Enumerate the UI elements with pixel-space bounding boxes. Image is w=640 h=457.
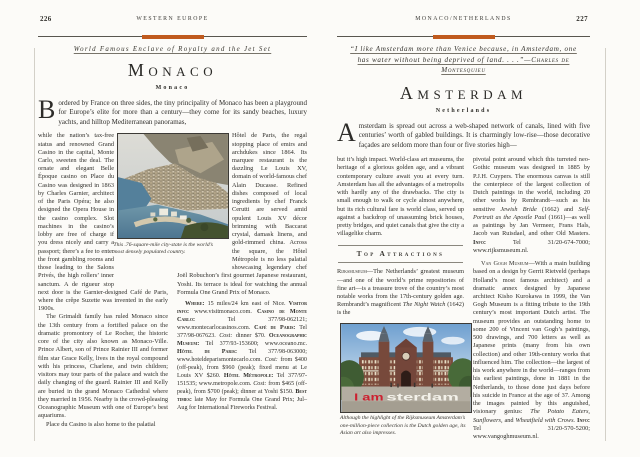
body-paragraph: The Grimaldi family has ruled Monaco since the 13th century from a fortified palace on the dramatic promontory of Le Rocher, the historic core of the city also known as Monaco-Ville. Prince Albert, son of Prince Rainier III and former film star Grace Kelly, lives in the royal compound with his princess, Charlene, and twin children; visitors may tour parts of the palace and watch the daily changing of the guard. Rainier III and Kelly are buried in the grand Monaco Cathedral where they married in 1956. Nearby is the crowd-pleasing Oceanographic Museum with one of Europe’s best aquariums.	[38, 313, 168, 420]
photo-caption: This .76-square-mile city-state is the world’s most densely populated country.	[113, 241, 213, 256]
accent-bar	[433, 35, 495, 39]
rijksmuseum-continued-paragraph: pivotal point around which this turreted neo-Gothic museum was designed in 1885 by P.J.H. Cuypers. The enormous canvas is still the centerpiece of the largest collection of Dutch paintings in the world, including 20 other works by Rembrandt—such as his sensitive Jewish Bride (1662) and Self-Portrait as the Apostle Paul (1661)—as well as paintings by Jan Vermeer, Frans Hals, Jacob van Ruisdael, and other Old Masters. Info: Tel 31/20-674-7000; www.rijksmuseum.nl.	[473, 156, 590, 254]
accent-bar	[142, 35, 204, 39]
country-label: Netherlands	[435, 107, 492, 114]
photo-caption: Although the highlight of the Rijksmuseum Amsterdam’s one-million-piece collection is the Dutch golden age, its Asian art also impresses.	[340, 415, 466, 437]
header-rule	[337, 36, 590, 37]
body-paragraph: but it’s high impact. World-class art museums, the heritage of a glorious golden age, and a vibrant contemporary culture await you at every turn. Amsterdam has all the advantages of a metropolis with hardly any of the drawbacks. The city is small enough to walk or cycle almost anywhere, but its rich cultural fare is world class, served up against a backdrop of unassuming brick houses, pretty bridges, and quiet canals that give the city a villagelike charm.	[337, 156, 464, 238]
column-right	[473, 156, 590, 441]
country-label: Monaco	[155, 85, 190, 91]
van-gogh-paragraph: Van Gogh Museum—With a main building based on a design by Gerrit Rietveld (perhaps Holland’s most famous architect) and a dramatic annex designed by Japanese architect Kisho Kurokawa in 1999, the Van Gogh Museum is a fitting tribute to the 19th century’s most important Dutch artist. The museum provides an outstanding home to some 200 of Vincent van Gogh’s paintings, 500 drawings, and 700 letters as well as Japanese prints (many from his own collection) and other 19th-century works that influenced him. The collection—the largest of his work anywhere in the world—ranges from his earliest paintings, done in 1881 in the Netherlands, to those done just days before his suicide in France at the age of 37. Among the images painted by this anguished, visionary genius: The Potato Eaters, Sunflowers, and Wheatfield with Crows. Info: Tel 31/20-570-5200; www.vangoghmuseum.nl.	[473, 260, 590, 440]
page-edge-right	[605, 48, 606, 441]
page-edge-left	[34, 48, 35, 441]
page-title: AMSTERDAM	[399, 82, 528, 103]
body-paragraph: Place du Casino is also home to the palatial	[46, 420, 156, 428]
top-attractions-heading: Top Attractions	[338, 245, 463, 264]
body-paragraph: while the nation’s tax-free status and renowned Grand Casino in the capital, Monte Carlo, sweeten the deal. The ornate and elegant Belle Époque casino on Place du Casino was designed in 1863 by Charles Garnier, architect of the Paris Opéra; he also designed the Opera House in the casino complex. Slot machines in the casino’s lobby are free of charge if you dress nicely and carry a passport; there’s a fee to enter the front gambling rooms and those leading to the Salons Privés, the high rollers’ inner sanctum. A de rigueur stop next door is the Garnier-designed Café de Paris, where the crêpe Suzette was invented in the early 1900s.	[38, 132, 168, 313]
page-header	[38, 15, 307, 24]
rijksmuseum-paragraph: Rijksmuseum—The Netherlands’ greatest museum—and one of the world’s prime repositories of fine art—is a treasure trove of the country’s most notable works from the 17th-century golden age. Rembrandt’s magnificent The Night Watch (1642) is the	[337, 268, 464, 317]
amsterdam-page	[337, 15, 590, 441]
monaco-page	[38, 15, 307, 429]
rijksmuseum-photo	[340, 323, 472, 438]
monaco-coastline-photo	[113, 133, 229, 256]
page-number: 227	[576, 15, 588, 23]
svg-text:sterdam: sterdam	[386, 391, 459, 403]
tagline: World Famous Enclave of Royalty and the Jet Set	[73, 46, 272, 53]
page-title: MONACO	[127, 60, 218, 80]
body-columns	[337, 156, 590, 441]
column-left	[337, 156, 464, 441]
info-directory: Where: 15 miles/24 km east of Nice. Visitor info: www.visitmonaco.com. Casino de Monte Carlo: Tel 377/98-062121; www.montecarlocasinos.com. Café de Paris: Tel 377/98-067623. Cost: dinner $70. Oceanographic Museum: Tel 377/93-153600; www.oceano.mc. Hôtel de Paris: Tel 377/98-063000; www.hoteldeparismontecarlo.com. Cost: from $400 (off-peak), from $960 (peak); fixed menu at Le Louis XV $260. Hôtel Métropole: Tel 377/97-151535; www.metropole.com. Cost: from $465 (off-peak), from $700 (peak); dinner at Yoshi $150. Best times: late May for Formula One Grand Prix; Jul–Aug for International Fireworks Festival.	[177, 301, 308, 412]
rijksmuseum-illustration	[340, 323, 472, 413]
pull-quote: “I like Amsterdam more than Venice because, in Amsterdam, one has water without being deprived of land. . . .”—Charles de Montesquieu	[350, 45, 577, 75]
page-header	[337, 15, 590, 24]
running-head: MONACO/NETHERLANDS	[415, 16, 512, 22]
header-rule	[38, 36, 307, 37]
body-columns	[38, 132, 307, 428]
intro-paragraph: Amsterdam is spread out across a web-shaped network of canals, lined with five centuries’ worth of gabled buildings. It is charmingly low-rise—those decorative façades are seldom more than four or five stories high—	[337, 117, 590, 149]
running-head: WESTERN EUROPE	[136, 16, 209, 22]
page-number: 226	[40, 15, 52, 23]
intro-paragraph: Bordered by France on three sides, the tiny principality of Monaco has been a playground for Europe’s elite for more than a century—they come for its sandy beaches, luxury yachts, and hilltop Mediterranean panoramas,	[38, 95, 307, 126]
monaco-coastline-illustration	[117, 133, 229, 239]
body-paragraph: Hôtel de Paris, the regal stopping place of emirs and archdukes since 1864. Its marquee restaurant is the dazzling Le Louis XV, domain of world-famous chef Alain Ducasse. Refined dishes composed of local ingredients by chef Franck Cerutti are served amid opulent Louis XV décor brimming with Baccarat crystal, damask linens, and gold-rimmed china. Across the square, the Hôtel Métropole is no less palatial showcasing legendary chef Joël Robuchon’s first gourmet Japanese restaurant, Yoshi. Its terrace is ideal for watching the annual Formula One Grand Prix of Monaco.	[177, 132, 308, 296]
svg-text:I am: I am	[354, 391, 384, 403]
